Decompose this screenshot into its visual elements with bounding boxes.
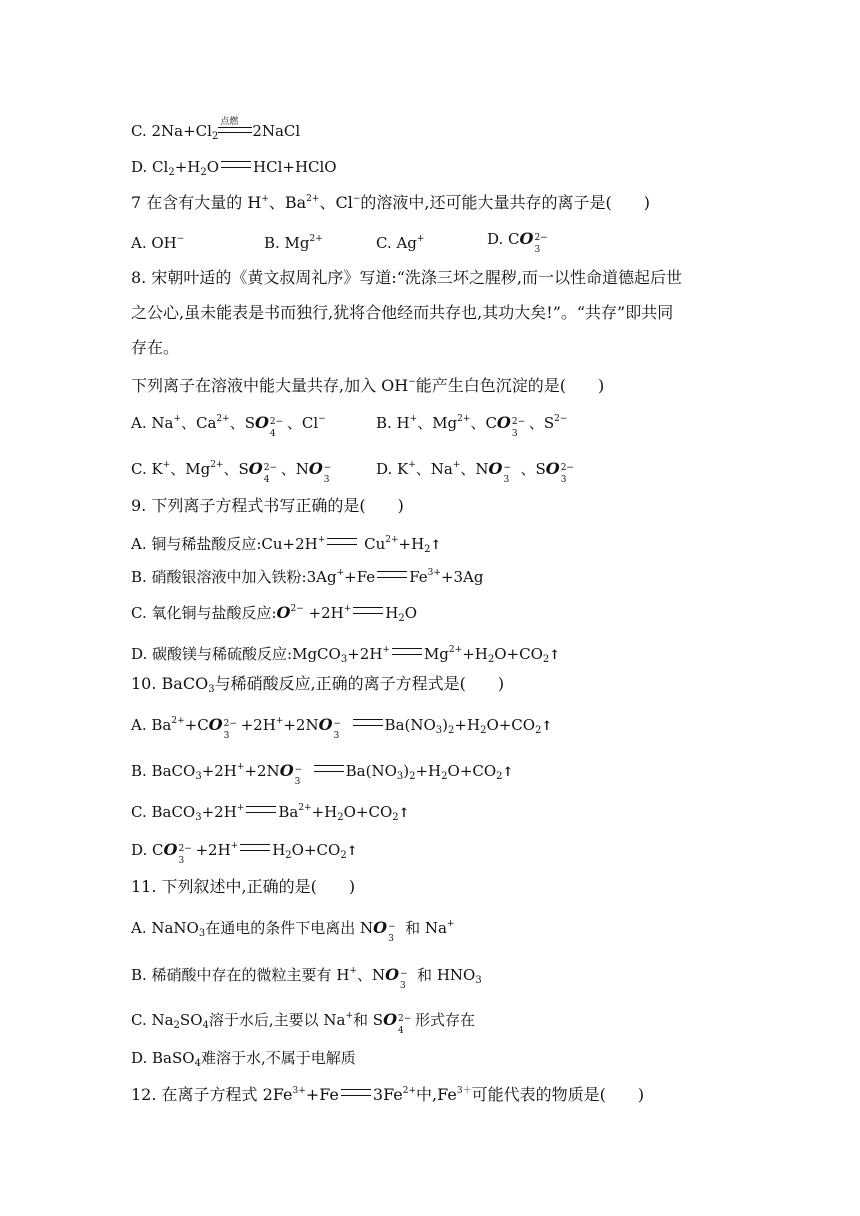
- charge: 2−: [178, 844, 192, 854]
- text: 能产生白色沉淀的是( ): [415, 376, 605, 395]
- subscript: 2: [285, 850, 292, 861]
- text: D. Cl: [131, 158, 169, 176]
- gas-arrow-icon: ↑: [502, 765, 514, 780]
- q10-option-a: [131, 711, 552, 741]
- text: O+CO: [494, 645, 543, 663]
- equals-sign: [240, 844, 270, 851]
- ion-symbol: O: [383, 1010, 398, 1029]
- index: 3: [223, 731, 230, 741]
- ion-symbol: O: [248, 459, 263, 478]
- text: D. C: [131, 841, 164, 859]
- subscript: 3: [195, 812, 202, 823]
- text: B. H: [376, 414, 410, 432]
- superscript: −: [352, 194, 361, 204]
- text: H: [272, 841, 286, 859]
- subscript: 2: [441, 771, 448, 782]
- text: 、C: [470, 414, 497, 432]
- text: +Fe: [305, 1085, 339, 1104]
- superscript: +: [349, 966, 357, 976]
- q10-option-c: [131, 798, 410, 828]
- ion-symbol: O: [385, 965, 400, 984]
- subscript: 2: [448, 725, 455, 736]
- ion-symbol: O: [519, 229, 534, 248]
- text: 7 在含有大量的 H: [131, 193, 262, 212]
- superscript: 2+: [309, 234, 323, 244]
- text: O: [206, 158, 220, 176]
- index: 4: [398, 1026, 404, 1036]
- equals-sign: [314, 765, 344, 772]
- q11-option-c: [131, 1006, 475, 1036]
- superscript: +: [343, 604, 352, 614]
- ion-charge: [387, 921, 405, 944]
- text: HCl+HClO: [253, 158, 337, 176]
- charge: −: [388, 922, 396, 932]
- text: Ba: [278, 803, 299, 821]
- ion-charge: [269, 416, 287, 439]
- ion-charge: [502, 462, 520, 485]
- index: 3: [511, 429, 518, 439]
- text: 溶于水后,主要以 Na: [208, 1011, 346, 1029]
- superscript: 2+: [171, 716, 185, 726]
- charge: 2−: [263, 463, 277, 473]
- superscript: 3＋: [456, 1086, 472, 1096]
- text: 、Na: [415, 460, 453, 478]
- index: 4: [263, 475, 270, 485]
- q6-option-c: [131, 117, 301, 147]
- ion-symbol: O: [308, 459, 323, 478]
- superscript: 3+: [427, 568, 441, 578]
- text: Cu: [364, 535, 386, 553]
- q8-stem: [131, 372, 604, 396]
- charge: 2−: [534, 233, 548, 243]
- text: 和 Na: [405, 919, 447, 937]
- text: 、S: [520, 460, 546, 478]
- charge: −: [333, 719, 342, 729]
- superscript: +: [446, 919, 455, 929]
- text: +Fe: [344, 568, 376, 586]
- q9-option-b: [131, 563, 483, 587]
- text: 3Fe: [372, 1085, 403, 1104]
- q9-option-d: [131, 640, 560, 670]
- subscript: 2: [535, 725, 542, 736]
- gas-arrow-icon: ↑: [346, 844, 358, 859]
- subscript: 3: [208, 684, 215, 695]
- text: 中,Fe: [416, 1085, 457, 1104]
- text: 在通电的条件下电离出 N: [205, 919, 374, 937]
- text: D. BaSO: [131, 1049, 195, 1067]
- ion-charge: [223, 718, 241, 741]
- subscript: 3: [396, 771, 404, 782]
- text: Fe: [409, 568, 428, 586]
- ion-symbol: O: [496, 413, 511, 432]
- index: 3: [333, 731, 340, 741]
- subscript: 2: [487, 654, 495, 665]
- q8-line-1: 8. 宋朝叶适的《黄文叔周礼序》写道:“洗涤三坏之腥秽,而一以性命道德起后世: [131, 268, 683, 287]
- index: 4: [269, 429, 276, 439]
- reaction-condition: [218, 117, 252, 133]
- subscript: 3: [340, 654, 348, 665]
- q8-line-3: 存在。: [131, 338, 180, 357]
- ion-symbol: O: [208, 715, 223, 734]
- superscript: 2−: [554, 414, 568, 424]
- charge: 2−: [269, 417, 284, 427]
- superscript: −: [176, 234, 185, 244]
- superscript: 2+: [298, 803, 312, 813]
- text: 10. BaCO: [131, 674, 209, 693]
- equals-sign: [377, 571, 407, 578]
- subscript: 2: [168, 167, 175, 178]
- q8-line-2: 之公心,虽未能表是书而独行,犹将合他经而共存也,其功大矣!”。“共存”即共同: [131, 303, 674, 322]
- text: +2H: [201, 762, 237, 780]
- ion-charge: [333, 718, 351, 741]
- text: H: [385, 604, 399, 622]
- charge: −: [503, 463, 512, 473]
- text: O+CO: [291, 841, 341, 859]
- text: B. 硝酸银溶液中加入铁粉:3Ag: [131, 568, 337, 586]
- superscript: +: [336, 568, 345, 578]
- text: 可能代表的物质是( ): [471, 1085, 645, 1104]
- gas-arrow-icon: ↑: [549, 648, 561, 663]
- superscript: +: [408, 460, 416, 470]
- subscript: 2: [340, 850, 347, 861]
- q6-option-d: [131, 157, 337, 183]
- charge: 2−: [560, 463, 574, 473]
- charge: 2−: [398, 1014, 412, 1024]
- text: B. BaCO: [131, 762, 196, 780]
- superscript: 2+: [448, 645, 463, 655]
- q7-stem: [131, 189, 650, 213]
- ion-charge: [323, 462, 341, 485]
- text: +2H: [201, 803, 237, 821]
- text: O: [404, 604, 418, 622]
- subscript: 3: [195, 771, 202, 782]
- text: D. C: [487, 230, 520, 248]
- q9-option-a: [131, 530, 441, 560]
- text: 、S: [528, 414, 555, 432]
- condition-text: 点燃: [220, 117, 239, 127]
- text: 下列离子在溶液中能大量共存,加入 OH: [131, 376, 409, 395]
- superscript: 3+: [292, 1086, 306, 1096]
- text: O+CO: [343, 803, 393, 821]
- superscript: +: [345, 1011, 354, 1021]
- ion-charge: [263, 462, 281, 485]
- superscript: +: [382, 645, 390, 655]
- text: ): [403, 762, 410, 780]
- equals-sign: [341, 1089, 371, 1096]
- text: Mg: [423, 645, 449, 663]
- text: +2H: [195, 841, 231, 859]
- q11-stem: 11. 下列叙述中,正确的是( ): [131, 877, 356, 896]
- q7-option-b: [264, 229, 323, 253]
- text: 难溶于水,不属于电解质: [200, 1049, 356, 1067]
- text: 形式存在: [415, 1011, 476, 1029]
- superscript: +: [416, 234, 425, 244]
- text: C. 2Na+Cl: [131, 122, 212, 140]
- text: O+CO: [486, 716, 536, 734]
- text: 、S: [229, 414, 255, 432]
- text: +C: [184, 716, 209, 734]
- text: 、N: [460, 460, 489, 478]
- text: 、Cl: [319, 193, 353, 212]
- text: B. 稀硝酸中存在的微粒主要有 H: [131, 966, 350, 984]
- text: 的溶液中,还可能大量共存的离子是( ): [360, 193, 650, 212]
- text: 2NaCl: [252, 122, 301, 140]
- text: +H: [415, 762, 442, 780]
- text: +2N: [244, 762, 280, 780]
- text: C. Ag: [376, 234, 417, 252]
- text: ): [442, 716, 449, 734]
- subscript: 2: [392, 812, 399, 823]
- index: 3: [560, 475, 567, 485]
- text: 、N: [356, 966, 386, 984]
- charge: 2−: [223, 719, 237, 729]
- text: O+CO: [447, 762, 497, 780]
- index: 3: [323, 475, 330, 485]
- index: 3: [388, 934, 394, 944]
- equals-sign: [392, 648, 422, 655]
- text: Ba(NO: [384, 716, 436, 734]
- ion-charge: [399, 968, 417, 991]
- text: +H: [174, 158, 201, 176]
- subscript: 3: [435, 725, 443, 736]
- ion-symbol: O: [279, 761, 294, 780]
- gas-arrow-icon: ↑: [541, 719, 553, 734]
- text: SO: [179, 1011, 203, 1029]
- superscript: +: [236, 762, 245, 772]
- charge: 2−: [511, 417, 526, 427]
- superscript: 2+: [210, 460, 224, 470]
- text: A. 铜与稀盐酸反应:Cu+2H: [131, 535, 318, 553]
- q9-stem: 9. 下列离子方程式书写正确的是( ): [131, 496, 404, 515]
- superscript: +: [452, 460, 461, 470]
- superscript: +: [317, 535, 326, 545]
- index: 3: [400, 981, 406, 991]
- superscript: +: [162, 460, 171, 470]
- equals-sign: [221, 161, 251, 168]
- q7-option-c: [376, 229, 424, 253]
- ion-symbol: O: [254, 413, 269, 432]
- superscript: +: [409, 414, 418, 424]
- text: 、Cl: [286, 414, 319, 432]
- text: D. 碳酸镁与稀硫酸反应:MgCO: [131, 645, 341, 663]
- charge: −: [294, 765, 303, 775]
- equals-sign: [353, 607, 383, 614]
- text: +H: [454, 716, 481, 734]
- subscript: 2: [211, 131, 219, 142]
- superscript: 2+: [216, 414, 230, 424]
- index: 3: [294, 777, 301, 787]
- text: 、Ba: [268, 193, 307, 212]
- text: D. K: [376, 460, 409, 478]
- q8-option-d: [376, 455, 578, 485]
- ion-symbol: O: [163, 840, 178, 859]
- text: C. BaCO: [131, 803, 196, 821]
- equals-sign: [246, 806, 276, 813]
- text: +H: [462, 645, 488, 663]
- subscript: 2: [337, 812, 344, 823]
- text: +2H: [308, 604, 344, 622]
- q11-option-a: [131, 914, 454, 944]
- superscript: +: [230, 841, 239, 851]
- superscript: 2−: [290, 604, 304, 614]
- index: 3: [534, 245, 541, 255]
- superscript: +: [236, 803, 245, 813]
- subscript: 2: [173, 1020, 180, 1031]
- q10-option-b: [131, 757, 513, 787]
- text: B. Mg: [264, 234, 310, 252]
- ion-symbol: O: [276, 603, 291, 622]
- text: 和 HNO: [417, 966, 476, 984]
- ion-charge: [397, 1013, 415, 1036]
- superscript: +: [275, 716, 284, 726]
- superscript: 2+: [402, 1086, 417, 1096]
- q11-option-b: [131, 961, 482, 991]
- subscript: 3: [198, 928, 206, 939]
- ion-symbol: O: [318, 715, 333, 734]
- gas-arrow-icon: ↑: [398, 806, 410, 821]
- equals-sign: [327, 538, 357, 545]
- text: 、Mg: [417, 414, 458, 432]
- subscript: 4: [194, 1058, 201, 1069]
- charge: −: [323, 463, 332, 473]
- ion-charge: [533, 232, 551, 255]
- subscript: 2: [542, 654, 550, 665]
- q7-option-a: [131, 229, 184, 253]
- text: C. K: [131, 460, 163, 478]
- q10-option-d: [131, 836, 358, 866]
- subscript: 2: [496, 771, 503, 782]
- text: 、N: [280, 460, 309, 478]
- subscript: 2: [409, 771, 416, 782]
- q10-stem: [131, 674, 504, 700]
- superscript: 2+: [306, 194, 320, 204]
- text: 和 S: [353, 1011, 384, 1029]
- ion-symbol: O: [545, 459, 560, 478]
- text: Ba(NO: [345, 762, 397, 780]
- text: A. OH: [131, 234, 177, 252]
- ion-charge: [294, 764, 312, 787]
- subscript: 2: [424, 544, 431, 555]
- text: C. 氧化铜与盐酸反应:: [131, 604, 277, 622]
- superscript: +: [173, 414, 181, 424]
- q12-stem: [131, 1081, 644, 1105]
- text: 、Mg: [170, 460, 211, 478]
- q7-option-d: [487, 229, 551, 255]
- q9-option-c: [131, 599, 417, 629]
- charge: −: [400, 969, 408, 979]
- text: 12. 在离子方程式 2Fe: [131, 1085, 293, 1104]
- text: A. NaNO: [131, 919, 199, 937]
- ion-symbol: O: [488, 459, 503, 478]
- text: +2H: [347, 645, 383, 663]
- text: A. Ba: [131, 716, 172, 734]
- text: C. Na: [131, 1011, 174, 1029]
- text: +2H: [240, 716, 276, 734]
- ion-charge: [560, 462, 578, 485]
- q8-option-b: [376, 409, 568, 439]
- text: +H: [311, 803, 338, 821]
- q8-option-c: [131, 455, 341, 485]
- subscript: 2: [398, 613, 405, 624]
- superscript: −: [318, 414, 326, 424]
- text: +3Ag: [440, 568, 484, 586]
- superscript: 2+: [457, 414, 471, 424]
- text: 、S: [223, 460, 249, 478]
- superscript: +: [261, 194, 269, 204]
- index: 3: [178, 856, 185, 866]
- subscript: 3: [475, 975, 482, 986]
- text: 、Ca: [180, 414, 217, 432]
- q11-option-d: [131, 1048, 356, 1074]
- text: +2N: [283, 716, 319, 734]
- superscript: 2+: [385, 535, 399, 545]
- ion-charge: [177, 843, 195, 866]
- text: A. Na: [131, 414, 174, 432]
- equals-sign: [353, 719, 383, 726]
- subscript: 2: [480, 725, 487, 736]
- index: 3: [503, 475, 510, 485]
- text: +H: [398, 535, 425, 553]
- superscript: −: [408, 377, 416, 387]
- ion-symbol: O: [373, 918, 388, 937]
- ion-charge: [511, 416, 529, 439]
- q8-option-a: [131, 409, 326, 439]
- text: 与稀硝酸反应,正确的离子方程式是( ): [214, 674, 505, 693]
- subscript: 2: [200, 167, 207, 178]
- subscript: 4: [202, 1020, 209, 1031]
- gas-arrow-icon: ↑: [430, 538, 442, 553]
